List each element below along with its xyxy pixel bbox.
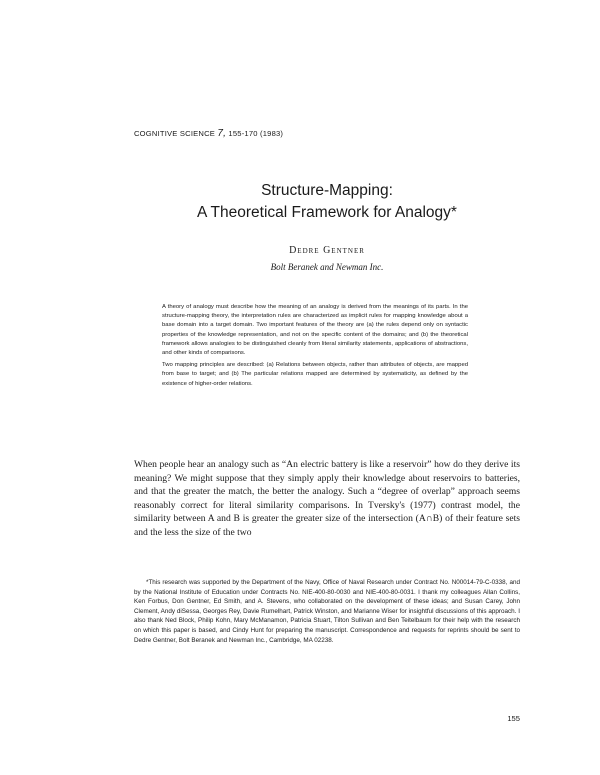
author-affiliation: Bolt Beranek and Newman Inc.	[270, 262, 384, 272]
footnote-text: *This research was supported by the Department of the Navy, Office of Naval Research under Contract No. N00014-79-C-0338, and by the National Institute of Education under Contracts No. NIE-400-80-0030 and NIE-400-80-0031. I thank my colleagues Allan Collins, Ken Forbus, Don Gentner, Ed Smith, and A. Stevens, who collaborated on the development of these ideas; and Susan Carey, John Clement, Andy diSessa, Georges Rey, Davie Rumelhart, Patrick Winston, and Marianne Wiser for insightful discussions of this approach. I also thank Ned Block, Philip Kohn, Mary McManamon, Patricia Stuart, Tilton Sullivan and Ben Teitelbaum for their help with the research on which this paper is based, and Cindy Hunt for preparing the manuscript. Correspondence and requests for reprints should be sent to Dedre Gentner, Bolt Beranek and Newman Inc., Cambridge, MA 02238.	[134, 579, 520, 644]
page-number: 155	[507, 714, 520, 723]
abstract-paragraph-1: A theory of analogy must describe how the meaning of an analogy is derived from the meanings of its parts. In the structure-mapping theory, the interpretation rules are characterized as implicit rules for mapping knowledge about a base domain into a target domain. Two important features of the theory are (a) the rules depend only on syntactic properties of the knowledge representation, and not on the specific content of the domains; and (b) the theoretical framework allows analogies to be distinguished cleanly from literal similarity statements, applications of abstractions, and other kinds of comparisons.	[162, 304, 468, 357]
journal-volume: 7,	[217, 128, 227, 139]
journal-pages-year: 155-170 (1983)	[228, 129, 284, 138]
title-line-2: A Theoretical Framework for Analogy*	[197, 204, 457, 221]
body-text	[134, 458, 520, 540]
paper-title	[134, 180, 520, 224]
journal-header	[134, 128, 514, 139]
footnote	[134, 578, 520, 645]
abstract	[162, 303, 468, 389]
author-name: Dedre Gentner	[289, 245, 365, 256]
title-line-1: Structure-Mapping:	[261, 182, 393, 199]
journal-name: COGNITIVE SCIENCE	[134, 129, 216, 138]
body-paragraph-1: When people hear an analogy such as “An electric battery is like a reservoir” how do they derive its meaning? We might suppose that they simply apply their knowledge about reservoirs to batteries, and that the greater the match, the better the analogy. Such a “degree of overlap” approach seems reasonably correct for literal similarity comparisons. In Tversky's (1977) contrast model, the similarity between A and B is greater the greater size of the intersection (A∩B) of their feature sets and the less the size of the two	[134, 459, 520, 538]
abstract-paragraph-2: Two mapping principles are described: (a) Relations between objects, rather than attributes of objects, are mapped from base to target; and (b) The particular relations mapped are determined by systematicity, as defined by the existence of higher-order relations.	[162, 362, 468, 387]
